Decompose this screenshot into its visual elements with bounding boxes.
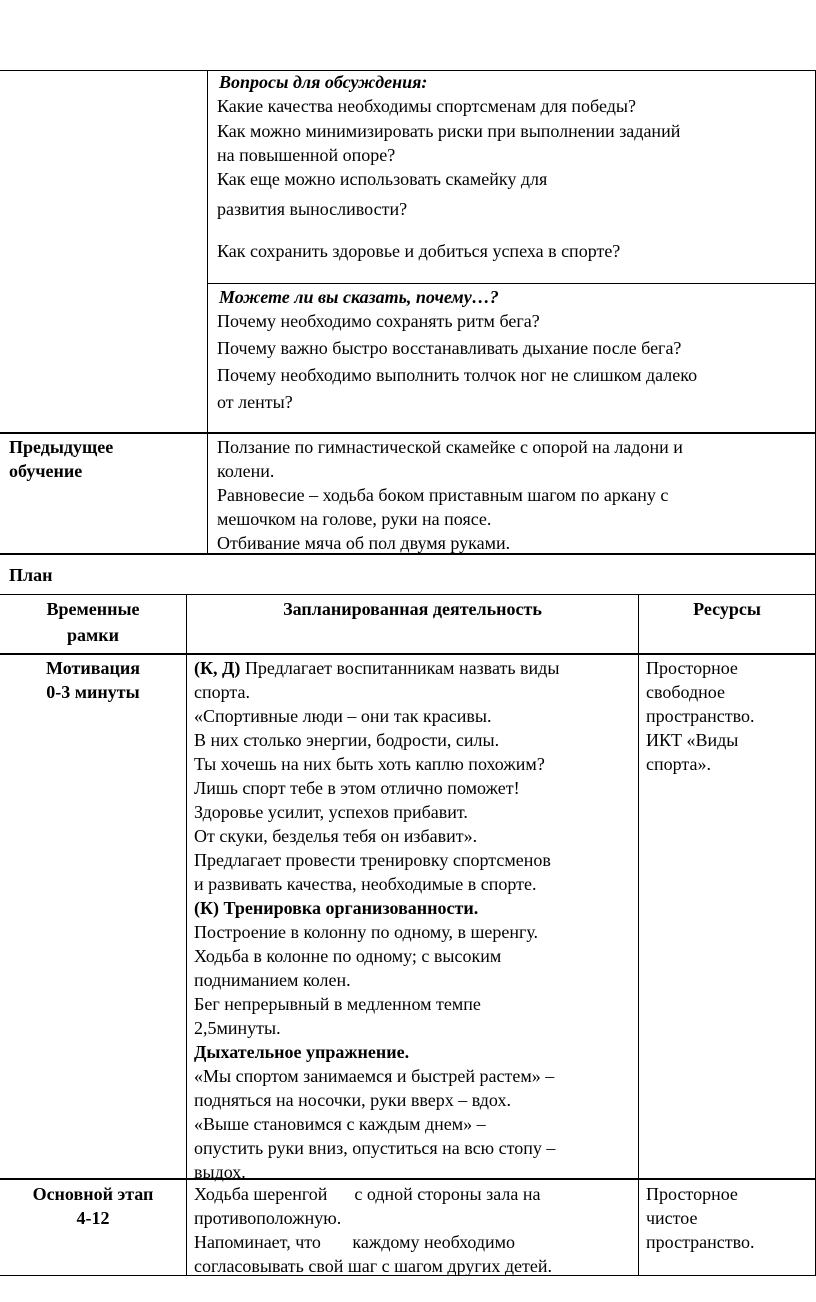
stage-motivation: Мотивация	[46, 658, 140, 678]
activity-line: опустить руки вниз, опуститься на всю стопу –	[194, 1138, 556, 1158]
header-resources: Ресурсы	[693, 599, 761, 619]
prior-learning-item: Равновесие – ходьба боком приставным шагом по аркану с	[217, 485, 669, 505]
row-divider	[0, 653, 816, 655]
activity-line: Здоровье усилит, успехов прибавит.	[194, 802, 468, 822]
discussion-question: на повышенной опоре?	[217, 145, 396, 165]
activity-line: Построение в колонну по одному, в шеренгу.	[194, 922, 539, 942]
discussion-question: Какие качества необходимы спортсменам для победы?	[217, 96, 636, 116]
prior-learning-item: Ползание по гимнастической скамейке с опорой на ладони и	[217, 437, 683, 457]
discussion-question: Как сохранить здоровье и добиться успеха в спорте?	[217, 241, 621, 261]
stage-motivation-time: 0-3 минуты	[46, 682, 140, 702]
prior-learning-item: колени.	[217, 461, 275, 481]
resource-line: Просторное	[646, 658, 738, 678]
activity-line: и развивать качества, необходимые в спорте.	[194, 874, 537, 894]
plan-title: План	[9, 565, 53, 585]
resource-line: пространство.	[646, 706, 755, 726]
activity-line: Лишь спорт тебе в этом отлично поможет!	[194, 778, 520, 798]
breathing-heading: Дыхательное упражнение.	[194, 1042, 410, 1062]
resource-line: пространство.	[646, 1232, 755, 1252]
activity-line: Напоминает, что каждому необходимо	[194, 1232, 516, 1252]
why-question: от ленты?	[217, 392, 293, 412]
row-divider	[0, 432, 816, 434]
discussion-question: развития выносливости?	[217, 199, 408, 219]
resource-line: ИКТ «Виды	[646, 730, 739, 750]
prior-learning-label: обучение	[9, 461, 83, 481]
activity-text: Предлагает воспитанникам назвать виды	[240, 658, 560, 678]
activity-line: В них столько энергии, бодрости, силы.	[194, 730, 500, 750]
activity-line: «Спортивные люди – они так красивы.	[194, 706, 492, 726]
column-divider	[186, 594, 187, 1276]
activity-tag: (К, Д)	[194, 658, 241, 678]
discussion-question: Как можно минимизировать риски при выполнении заданий	[217, 121, 681, 141]
stage-main-time: 4-12	[76, 1208, 110, 1228]
activity-line: «Мы спортом занимаемся и быстрей растем» –	[194, 1066, 555, 1086]
activity-line: выдох.	[194, 1162, 246, 1182]
prior-learning-label: Предыдущее	[9, 437, 114, 457]
activity-line: согласовывать свой шаг с шагом других детей.	[194, 1256, 552, 1276]
stage-main: Основной этап	[32, 1184, 154, 1204]
header-activity: Запланированная деятельность	[283, 599, 542, 619]
discussion-question: Как еще можно использовать скамейку для	[217, 169, 548, 189]
activity-line: 2,5минуты.	[194, 1018, 281, 1038]
activity-line: подняться на носочки, руки вверх – вдох.	[194, 1090, 511, 1110]
activity-line: Предлагает провести тренировку спортсменов	[194, 850, 551, 870]
row-divider	[0, 594, 816, 595]
why-question: Почему важно быстро восстанавливать дыхание после бега?	[217, 338, 682, 358]
activity-line: От скуки, безделья тебя он избавит».	[194, 826, 478, 846]
activity-line: Бег непрерывный в медленном темпе	[194, 994, 481, 1014]
activity-line	[194, 656, 559, 680]
training-heading: (К) Тренировка организованности.	[194, 898, 479, 918]
why-heading: Можете ли вы сказать, почему…?	[219, 287, 499, 307]
why-question: Почему необходимо сохранять ритм бега?	[217, 311, 540, 331]
prior-learning-item: Отбивание мяча об пол двумя руками.	[217, 533, 511, 553]
row-divider	[207, 283, 816, 284]
activity-line: Ты хочешь на них быть хоть каплю похожим?	[194, 754, 545, 774]
resource-line: свободное	[646, 682, 726, 702]
activity-line: Ходьба шеренгой с одной стороны зала на	[194, 1184, 541, 1204]
activity-line: спорта.	[194, 682, 250, 702]
column-divider	[638, 594, 639, 1276]
resource-line: спорта».	[646, 754, 711, 774]
activity-line: подниманием колен.	[194, 970, 351, 990]
activity-line: «Выше становимся с каждым днем» –	[194, 1114, 486, 1134]
header-time: Временные	[46, 599, 140, 619]
resource-line: чистое	[646, 1208, 698, 1228]
column-divider	[207, 70, 208, 555]
why-question: Почему необходимо выполнить толчок ног не слишком далеко	[217, 365, 698, 385]
discussion-heading: Вопросы для обсуждения:	[219, 72, 428, 92]
header-time: рамки	[66, 625, 119, 645]
prior-learning-item: мешочком на голове, руки на поясе.	[217, 509, 492, 529]
activity-line: Ходьба в колонне по одному; с высоким	[194, 946, 502, 966]
row-divider	[0, 1178, 816, 1180]
activity-line: противоположную.	[194, 1208, 342, 1228]
resource-line: Просторное	[646, 1184, 738, 1204]
